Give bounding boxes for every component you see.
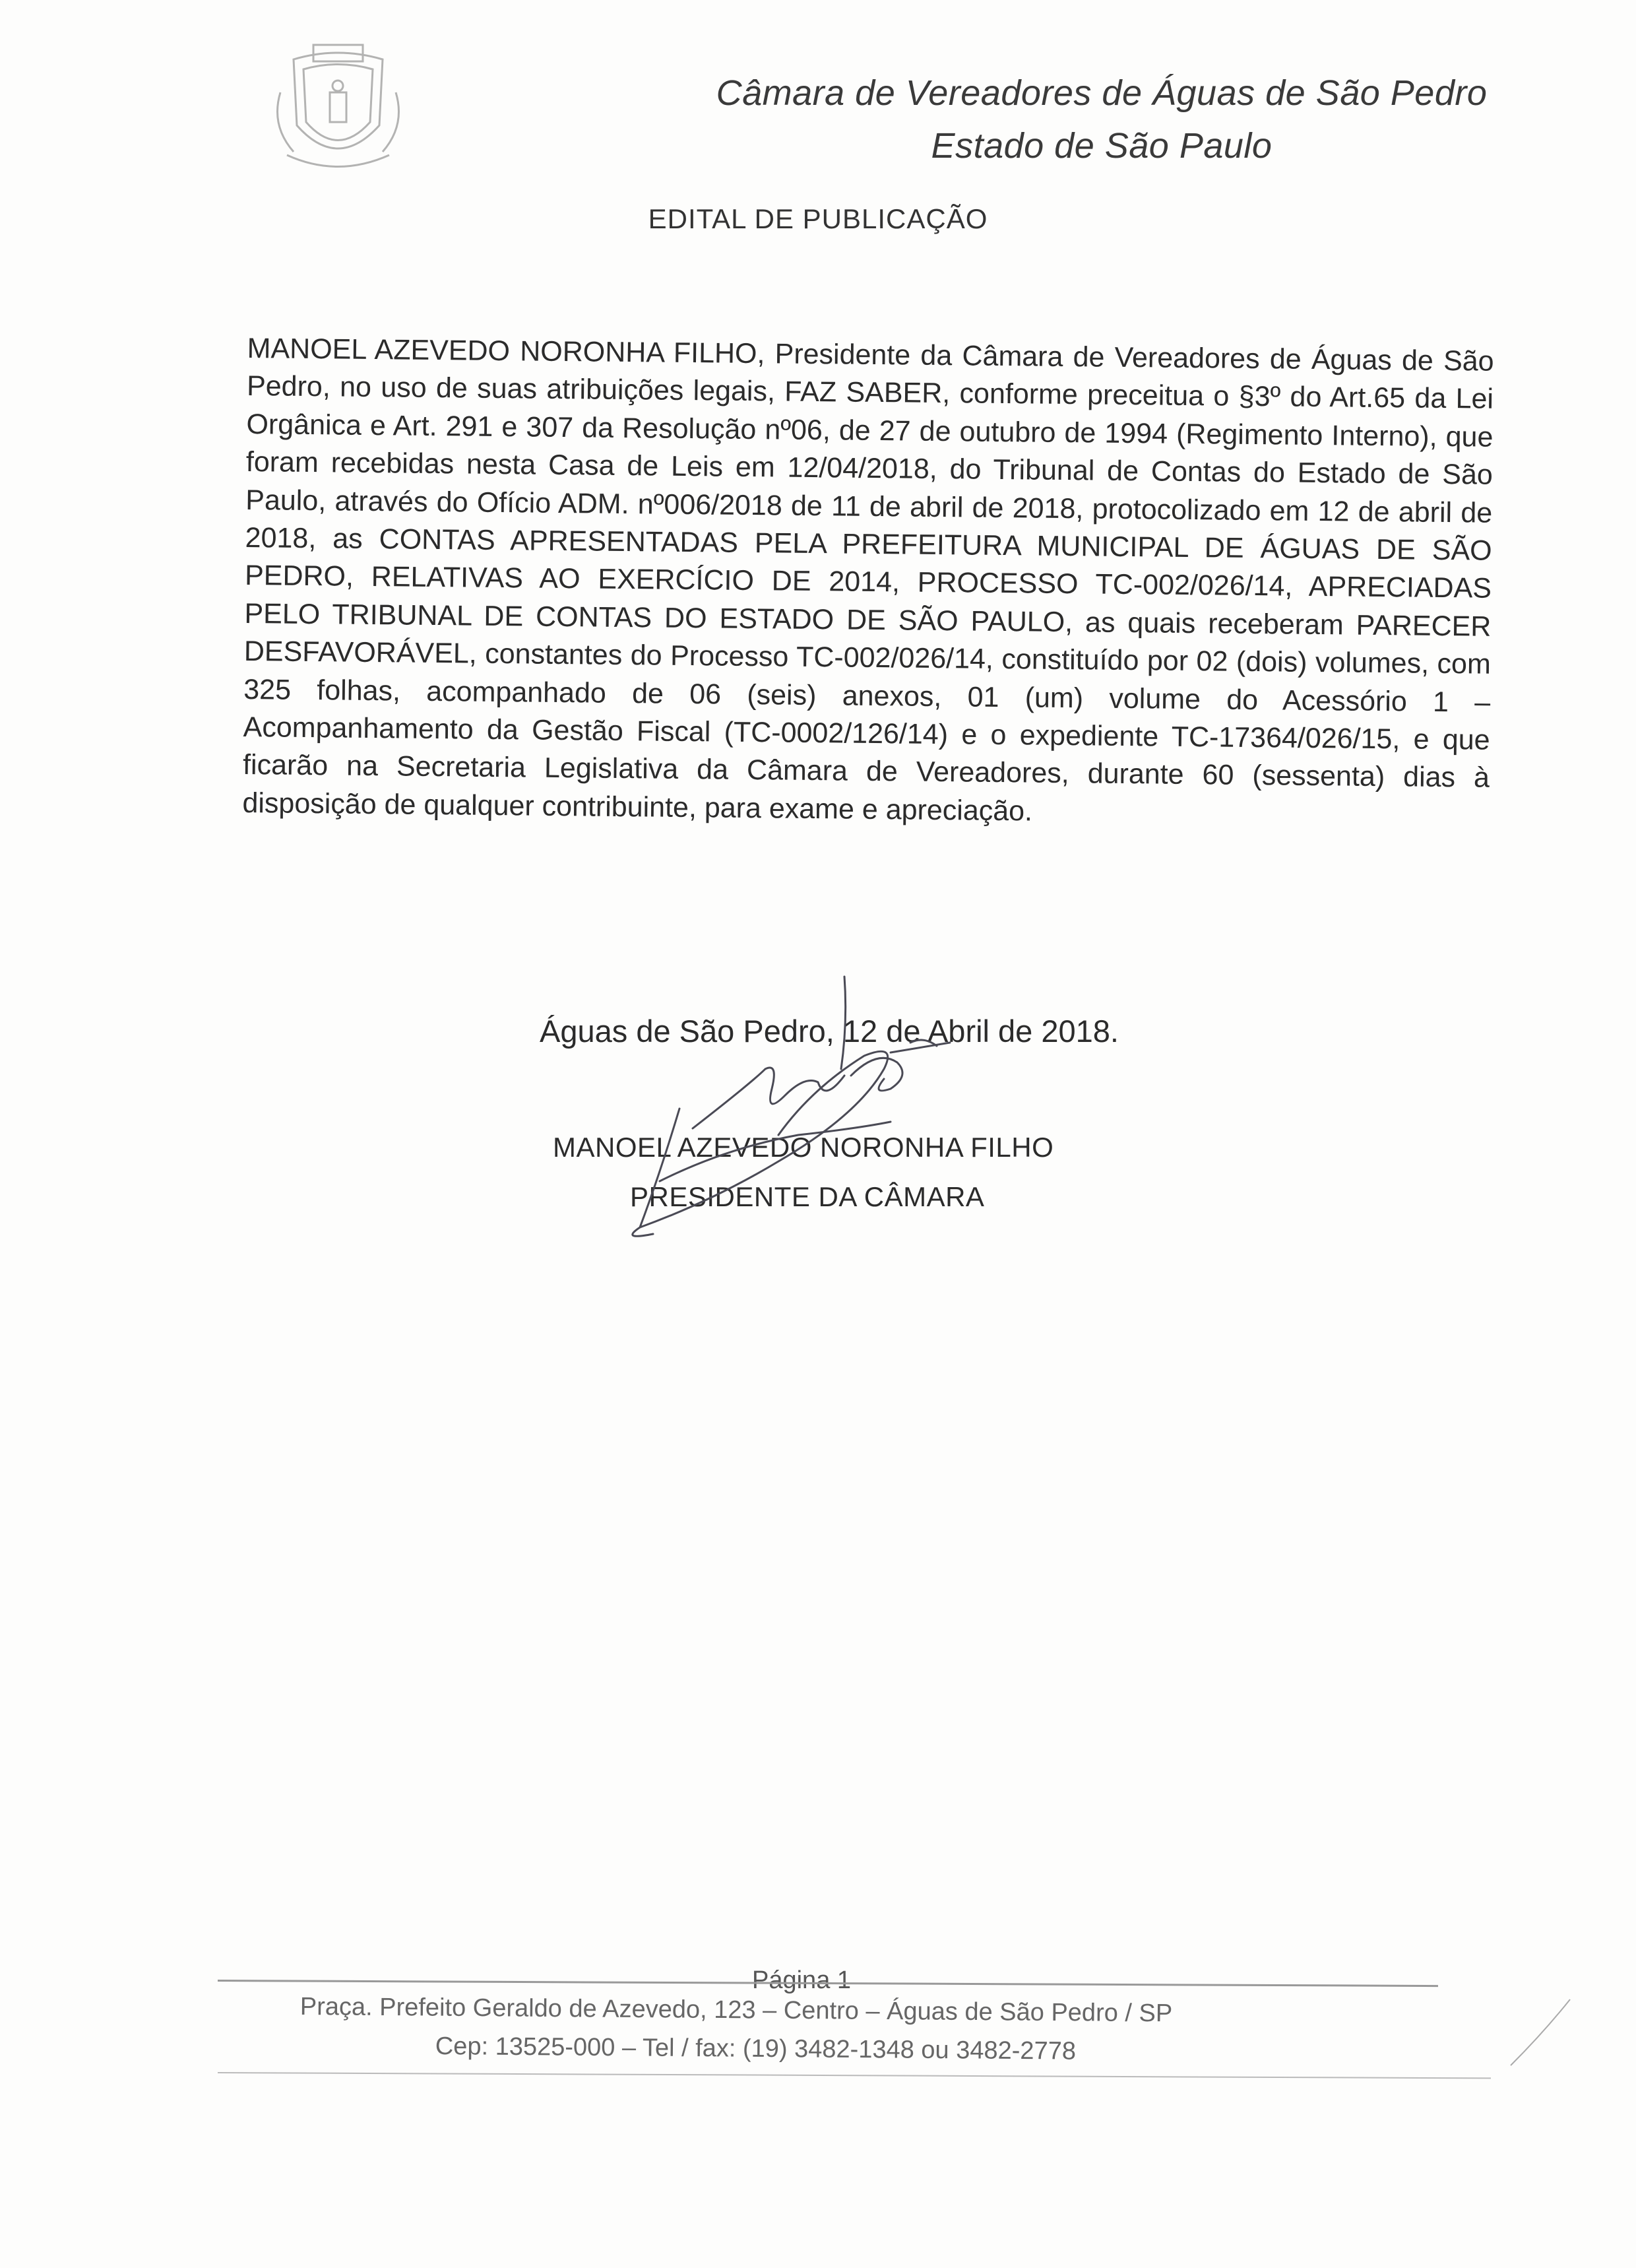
corner-fold-mark [1497, 1993, 1577, 2072]
document-body: MANOEL AZEVEDO NORONHA FILHO, Presidente da Câmara de Vereadores de Águas de São Pedro, no uso de suas atribuições legais, FAZ SABER, conforme preceitua o §3º do Art.65 da Lei Orgânica e Art. 291 e 307 da Resolução nº06, de 27 de outubro de 1994 (Regimento Interno), que foram recebidas nesta Casa de Leis em 12/04/2018, do Tribunal de Contas do Estado de São Paulo, através do Ofício ADM. nº006/2018 de 11 de abril de 2018, protocolizado em 12 de abril de 2018, as CONTAS APRESENTADAS PELA PREFEITURA MUNICIPAL DE ÁGUAS DE SÃO PEDRO, RELATIVAS AO EXERCÍCIO DE 2014, PROCESSO TC-002/026/14, APRECIADAS PELO TRIBUNAL DE CONTAS DO ESTADO DE SÃO PAULO, as quais receberam PARECER DESFAVORÁVEL, constantes do Processo TC-002/026/14, constituído por 02 (dois) volumes, com 325 folhas, acompanhado de 06 (seis) anexos, 01 (um) volume do Acessório 1 – Acompanhamento da Gestão Fiscal (TC-0002/126/14) e o expediente TC-17364/026/15, e que ficarão na Secretaria Legislativa da Câmara de Vereadores, durante 60 (sessenta) dias à disposição de qualquer contribuinte, para exame e apreciação. [242, 332, 1494, 827]
signer-role: PRESIDENTE DA CÂMARA [630, 1181, 985, 1212]
footer-contact: Cep: 13525-000 – Tel / fax: (19) 3482-1348 ou 3482-2778 [435, 2032, 1077, 2065]
signer-name: MANOEL AZEVEDO NORONHA FILHO [553, 1132, 1054, 1163]
footer-bottom-divider [218, 2072, 1491, 2079]
handwritten-signature [581, 963, 990, 1254]
footer-address: Praça. Prefeito Geraldo de Azevedo, 123 – Centro – Águas de São Pedro / SP [299, 1993, 1173, 2028]
page-number: Página 1 [752, 1966, 852, 1994]
institution-subtitle: Estado de São Paulo [931, 126, 1273, 166]
place-date: Águas de São Pedro, 12 de Abril de 2018. [540, 1014, 1119, 1049]
document-title: EDITAL DE PUBLICAÇÃO [648, 203, 988, 234]
institution-title: Câmara de Vereadores de Águas de São Pedro [716, 73, 1488, 113]
